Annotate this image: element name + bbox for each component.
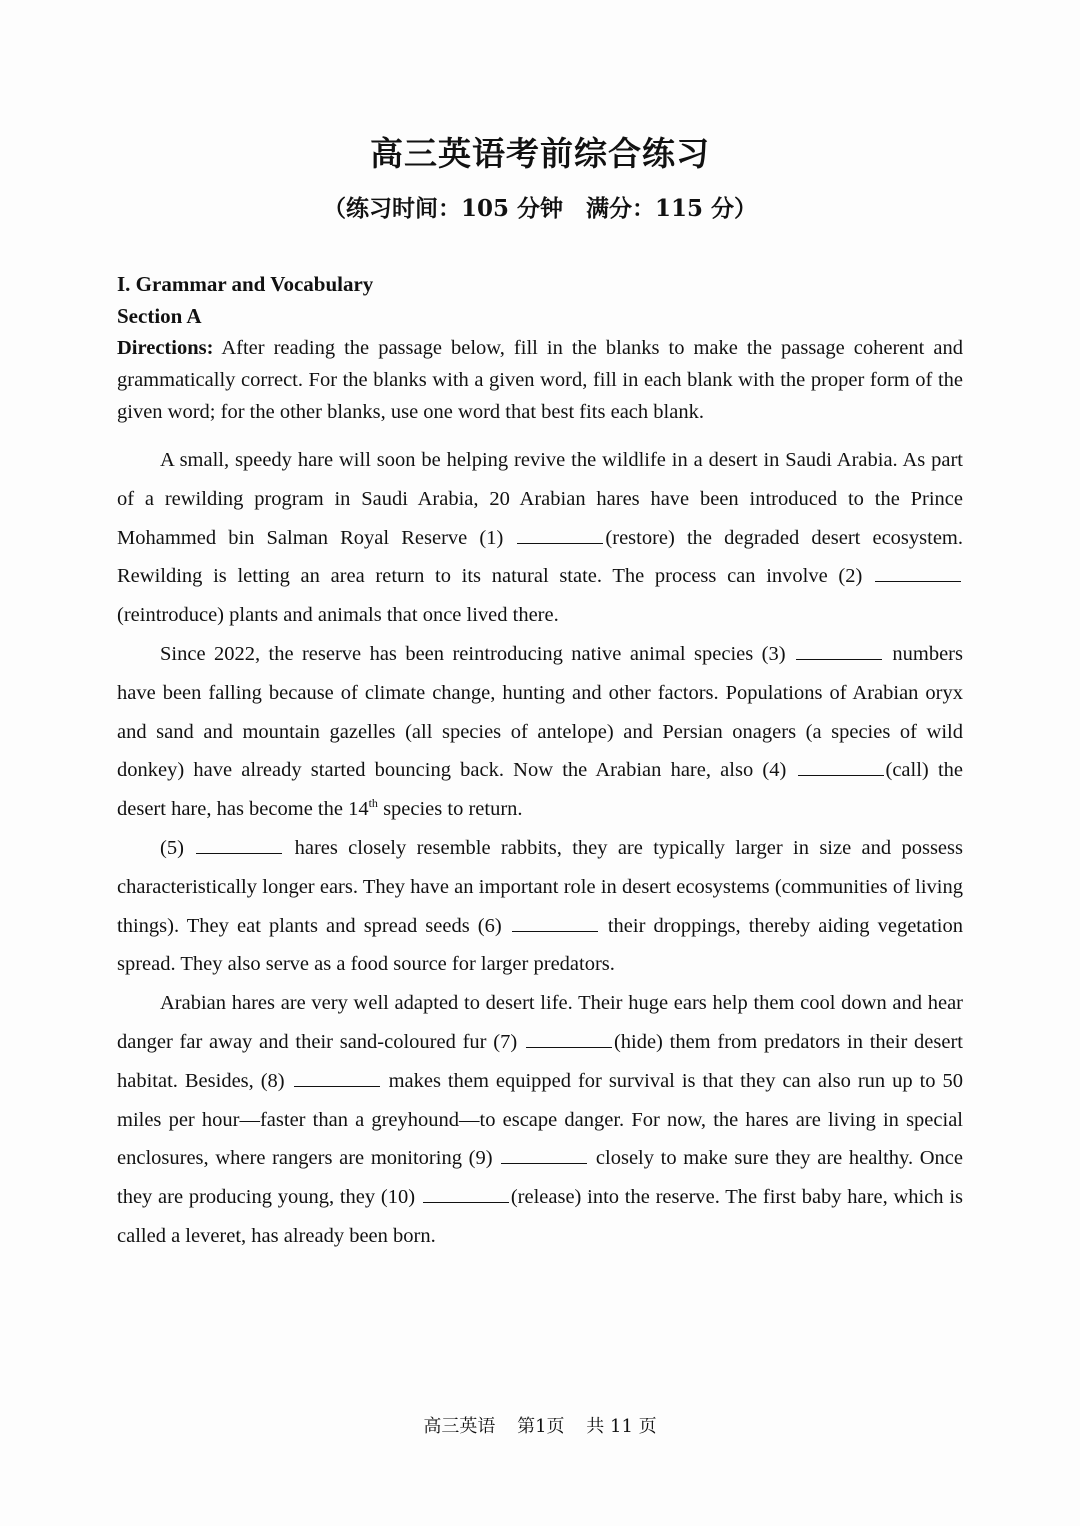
section-content: [117, 268, 963, 1256]
blank-9[interactable]: [501, 1145, 587, 1164]
page-title: 高三英语考前综合练习: [370, 134, 710, 173]
paragraph-text: hares closely resemble rabbits, they are typically larger in size and possess characteristically longer ears. They have an important role in desert ecosystems (communities of living things). They eat plants and spread seeds (6): [117, 836, 963, 937]
paragraph-1: [117, 441, 963, 635]
blank-4[interactable]: [798, 757, 884, 776]
blank-8[interactable]: [294, 1068, 380, 1087]
blank-5[interactable]: [196, 835, 282, 854]
paragraph-text: Arabian hares are very well adapted to desert life. Their huge ears help them cool down and hear danger far away and their sand-coloured fur (7): [117, 992, 963, 1053]
paragraph-2: [117, 635, 963, 829]
paragraph-text: (release) into the reserve. The first baby hare, which is called a leveret, has already been born.: [117, 1186, 963, 1247]
paragraph-text: numbers have been falling because of climate change, hunting and other factors. Populations of Arabian oryx and sand and mountain gazelles (all species of antelope) and Persian onagers (a species of wild donkey) have already started bouncing back. Now the Arabian hare, also (4): [117, 642, 963, 782]
directions-label: Directions:: [117, 337, 214, 359]
section-title: Section A: [117, 304, 202, 328]
paragraph-text: closely to make sure they are healthy. Once they are producing young, they (10): [117, 1147, 964, 1209]
footer-page-number: 第1页: [517, 1416, 565, 1437]
blank-10[interactable]: [423, 1184, 509, 1203]
blank-7[interactable]: [526, 1029, 612, 1048]
paragraph-text: (restore) the degraded desert ecosystem. Rewilding is letting an area return to its natural state. The process can involve (2): [117, 526, 963, 588]
superscript-th: th: [368, 796, 378, 811]
paragraph-text: species to return.: [377, 798, 523, 821]
blank-3[interactable]: [796, 641, 882, 660]
exam-info-subtitle: （练习时间：105 分钟 满分：115 分）: [322, 195, 758, 222]
paragraph-4: [117, 984, 963, 1256]
footer-total-pages: 共 11 页: [586, 1416, 657, 1437]
directions: [117, 332, 963, 428]
paragraph-text: Since 2022, the reserve has been reintroducing native animal species (3): [160, 642, 794, 665]
part-title: I. Grammar and Vocabulary: [117, 272, 374, 296]
paragraph-text: (call) the desert hare, has become the 14: [117, 759, 963, 821]
paragraph-text: (5): [160, 836, 195, 859]
paragraph-text: A small, speedy hare will soon be helping revive the wildlife in a desert in Saudi Arabia. As part of a rewilding program in Saudi Arabia, 20 Arabian hares have been introduced to the Prince Mohammed bin Salman Royal Reserve (1): [117, 449, 963, 549]
blank-1[interactable]: [517, 525, 603, 544]
blank-2[interactable]: [875, 563, 961, 582]
paragraph-text: (reintroduce) plants and animals that once lived there.: [117, 604, 559, 627]
passage: [117, 441, 963, 1256]
directions-text: After reading the passage below, fill in the blanks to make the passage coherent and grammatically correct. For the blanks with a given word, fill in each blank with the proper form of the given word; for the other blanks, use one word that best fits each blank.: [117, 337, 963, 423]
paragraph-text: their droppings, thereby aiding vegetation spread. They also serve as a food source for larger predators.: [117, 914, 963, 976]
blank-6[interactable]: [512, 913, 598, 932]
footer-subject: 高三英语: [423, 1416, 496, 1437]
paragraph-text: (hide) them from predators in their desert habitat. Besides, (8): [117, 1030, 963, 1092]
page-footer: [0, 1412, 1080, 1438]
paragraph-text: makes them equipped for survival is that they can also run up to 50 miles per hour—faster than a greyhound—to escape danger. For now, the hares are living in special enclosures, where rangers are monitoring (9): [117, 1069, 963, 1170]
paragraph-3: [117, 829, 963, 984]
